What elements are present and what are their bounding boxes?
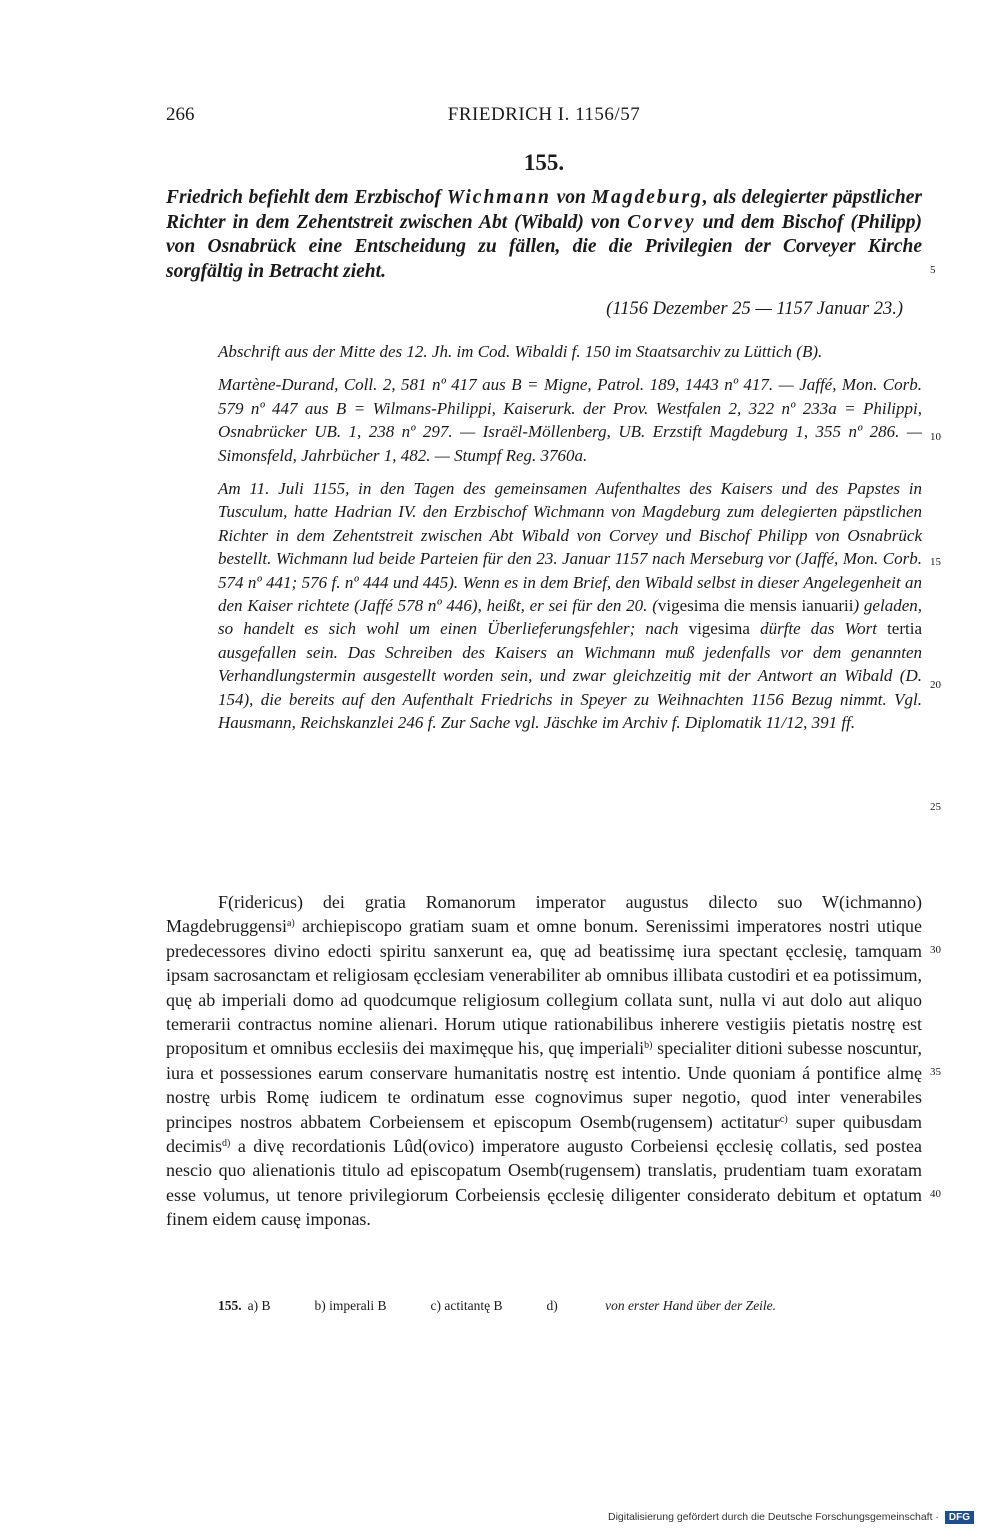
charter-text-run: super quibusdam decimis — [166, 1111, 922, 1157]
document-number: 155. — [523, 150, 565, 175]
line-number: 25 — [930, 801, 941, 813]
regest-name-corvey: Corvey — [627, 211, 696, 233]
page-number: 266 — [166, 104, 195, 125]
charter-text-run: a divę recordationis Lûd(ovico) imperatore augusto Corbeiensi ęcclesię collatis, sed postea nescio quo alienationis titulo ad episcopatum Osemb(rugensem) translatis, prudentiam tuam exoratam esse volumus, ut tenore privilegiorum Corbeiensis ęcclesię diligenter considerato debitum et optatum finem eidem causę imponas. — [166, 1136, 922, 1230]
regest-text: und dem Bischof (Philipp) von Osnabrück eine Entscheidung zu fällen, die die Privilegien der Corveyer Kirche sorgfältig in Betracht zieht. — [166, 211, 922, 282]
preliminary-notes — [218, 340, 922, 745]
footnotes — [218, 1298, 922, 1314]
footnote-a: a) B — [247, 1298, 271, 1313]
footnote-d — [546, 1298, 776, 1313]
editions-note: Martène-Durand, Coll. 2, 581 nº 417 aus B = Migne, Patrol. 189, 1443 nº 417. — Jaffé, Mon. Corb. 579 nº 447 aus B = Wilmans-Philippi, Kaiserurk. der Prov. Westfalen 2, 322 nº 233a = Philippi, Osnabrücker UB. 1, 238 nº 297. — Israël-Möllenberg, UB. Erzstift Magdeburg 1, 355 nº 286. — Simonsfeld, Jahrbücher 1, 482. — Stumpf Reg. 3760a. — [218, 375, 922, 465]
regest-name-magdeburg: Magdeburg — [591, 187, 703, 208]
commentary-text: Am 11. Juli 1155, in den Tagen des gemeinsamen Aufenthaltes des Kaisers und des Papstes in Tusculum, hatte Hadrian IV. den Erzbischof Wichmann von Magdeburg zum delegierten päpstlichen Richter in dem Zehentstreit zwischen Abt Wibald von Corvey und Bischof Philipp von Osnabrück bestellt. Wichmann lud beide Parteien für den 23. Januar 1157 nach Merseburg vor (Jaffé, Mon. Corb. 574 nº 441; 576 f. nº 444 und 445). Wenn es in dem Brief, den Wibald selbst in dieser Angelegenheit an den Kaiser richtete (Jaffé 578 nº 446), heißt, er sei für den 20. ( — [218, 479, 922, 616]
charter-text-run: archiepiscopo gratiam suam et omne bonum. Serenissimi imperatores nostri utique predecessores divino edocti spiritu sanxerunt ea, quę ad beatissimę iura spectant ęcclesię, tamquam ipsam sacrosanctam et religiosam ęcclesiam venerabiliter ab omnibus illibata custodiri et ea potissimum, quę ab imperiali domo ad quodcumque religiosum collegium collata sunt, nulla vi aut dolo aut aliquo temerarii contractus nomine alienari. Horum utique rationabilibus inherere vestigiis pietatis nostrę est propositum et omnibus ecclesiis dei maximęque his, quę imperiali — [166, 916, 922, 1059]
dfg-credit: Digitalisierung gefördert durch die Deutsche Forschungsgemeinschaft · DFG — [608, 1511, 992, 1524]
footnote-ref-c: c) — [779, 1113, 788, 1125]
page-header — [166, 104, 922, 132]
footnote-ref-b: b) — [644, 1040, 653, 1052]
footnote-label: 155. — [218, 1298, 242, 1313]
footnote-ref-a: a) — [286, 918, 295, 930]
footnote-c: c) actitantę B — [430, 1298, 503, 1313]
footnote-d-label: d) — [546, 1298, 558, 1313]
dfg-logo: DFG — [945, 1511, 974, 1524]
commentary-note — [218, 477, 922, 734]
charter-text — [166, 890, 922, 1232]
footnote-d-text: von erster Hand über der Zeile. — [605, 1298, 777, 1313]
commentary-text: ausgefallen sein. Das Schreiben des Kaisers an Wichmann muß jedenfalls vor dem genannten Verhandlungstermin ausgestellt worden sein, und zwar gleichzeitig mit der Antwort an Wibald (D. 154), die bereits auf den Aufenthalt Friedrichs in Speyer zu Weihnachten 1156 Bezug nimmt. Vgl. Hausmann, Reichskanzlei 246 f. Zur Sache vgl. Jäschke im Archiv f. Diplomatik 11/12, 391 ff. — [218, 642, 922, 733]
line-number: 40 — [930, 1188, 941, 1200]
line-number: 30 — [930, 944, 941, 956]
regest — [166, 186, 922, 284]
commentary-latin: vigesima die mensis ianuarii — [657, 596, 854, 616]
running-title: FRIEDRICH I. 1156/57 — [447, 104, 641, 125]
charter-text-run: specialiter ditioni subesse noscuntur, iura et possessiones earum conservare humanitatis nostrę est intentio. Unde quoniam á pontifice almę nostrę urbis Romę iudicem te ordinatum esse cognovimus super negotio, quod inter venerabiles principes nostros abbatem Corbeiensem et episcopum Osemb(rugensem) actitatur — [166, 1038, 923, 1132]
regest-text: , als delegierter päpstlicher Richter in dem Zehentstreit zwischen Abt (Wibald) von — [166, 187, 922, 233]
line-number: 35 — [930, 1066, 941, 1078]
line-number: 10 — [930, 431, 941, 443]
footnote-ref-d: d) — [222, 1138, 231, 1150]
commentary-text: dürfte das Wort — [749, 619, 888, 639]
line-number: 15 — [930, 556, 941, 568]
charter-paragraph — [166, 890, 922, 1232]
tradition-note: Abschrift aus der Mitte des 12. Jh. im Cod. Wibaldi f. 150 im Staatsarchiv zu Lüttich (B). — [218, 342, 823, 361]
commentary-text: ) geladen, so handelt es sich wohl um einen Überlieferungsfehler; nach — [218, 596, 922, 639]
regest-name-wichmann: Wichmann — [446, 187, 551, 208]
regest-text: Friedrich befiehlt dem Erzbischof — [166, 187, 447, 208]
charter-text-run: F(ridericus) dei gratia Romanorum imperator augustus dilecto suo W(ichmanno) Magdebruggensi — [166, 892, 922, 937]
commentary-latin: tertia — [887, 619, 922, 639]
footnote-b: b) imperali B — [314, 1298, 387, 1313]
line-number: 5 — [930, 264, 936, 276]
commentary-latin: vigesima — [688, 619, 750, 639]
dfg-credit-text: Digitalisierung gefördert durch die Deutsche Forschungsgemeinschaft — [608, 1511, 933, 1523]
line-number: 20 — [930, 679, 941, 691]
document-date: (1156 Dezember 25 — 1157 Januar 23.) — [606, 299, 903, 319]
regest-text: von — [550, 187, 592, 208]
